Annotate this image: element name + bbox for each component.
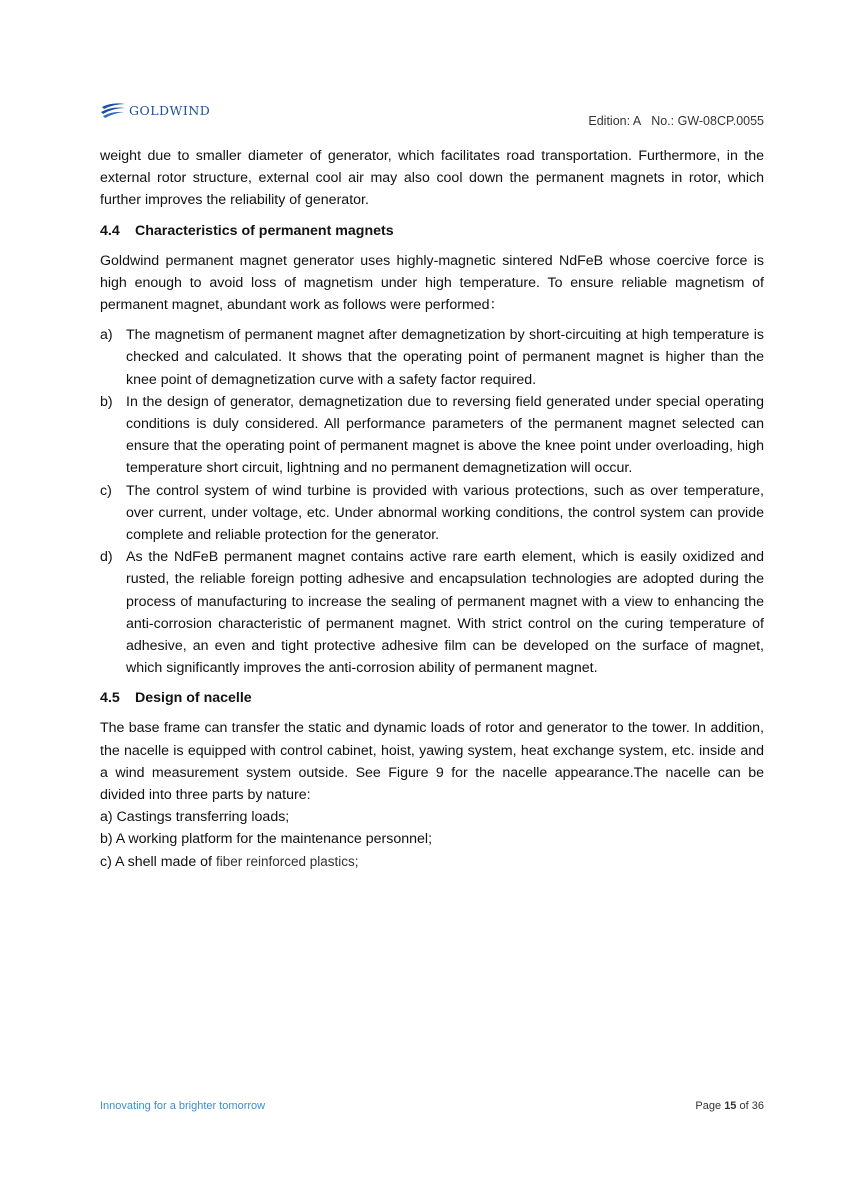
section-number: 4.4 xyxy=(100,222,120,239)
nacelle-part-c-prefix: c) A shell made of xyxy=(100,853,216,870)
list-item-label: a) xyxy=(100,327,113,344)
footer-slogan: Innovating for a brighter tomorrow xyxy=(100,1100,266,1112)
document-number: No.: GW-08CP.0055 xyxy=(651,114,764,128)
list-item-label: d) xyxy=(100,549,113,566)
list-item xyxy=(100,391,764,480)
logo-text: GOLDWIND xyxy=(129,102,211,118)
page-footer xyxy=(100,1100,764,1116)
page-of: of xyxy=(739,1100,749,1112)
document-body xyxy=(100,145,764,873)
list-item-label: c) xyxy=(100,482,112,499)
section-4-4-paragraph: Goldwind permanent magnet generator uses highly-magnetic sintered NdFeB whose coercive force is high enough to avoid loss of magnetism under high temperature. To ensure reliable magnetism of permanent magnet, abundant work as follows were performed： xyxy=(100,252,764,314)
list-item-label: b) xyxy=(100,393,113,410)
page-header xyxy=(100,100,764,130)
document-edition xyxy=(588,114,764,128)
list-item-text: The magnetism of permanent magnet after demagnetization by short-circuiting at high temperature is checked and calculated. It shows that the operating point of permanent magnet is higher than the knee point of demagnetization curve with a safety factor required. xyxy=(126,327,764,388)
list-item xyxy=(100,324,764,391)
nacelle-part-c-material: fiber reinforced plastics; xyxy=(215,853,359,869)
page-word: Page xyxy=(695,1100,722,1112)
section-number: 4.5 xyxy=(100,690,120,707)
section-heading-4-5 xyxy=(100,687,764,709)
nacelle-part-c xyxy=(100,851,764,873)
nacelle-part-a: a) Castings transferring loads; xyxy=(100,809,290,826)
intro-paragraph: weight due to smaller diameter of generator, which facilitates road transportation. Furthermore, in the external rotor structure, external cool air may also cool down the permanent magnets in rotor, which further improves the reliability of generator. xyxy=(100,148,764,209)
magnet-measures-list xyxy=(100,324,764,679)
nacelle-part-b: b) A working platform for the maintenance personnel; xyxy=(100,831,433,848)
list-item-text: In the design of generator, demagnetization due to reversing field generated under special operating conditions is duly considered. All performance parameters of the permanent magnet selected can ensure that the operating point of permanent magnet is above the knee point under overloading, high temperature short circuit, lightning and no permanent demagnetization will occur. xyxy=(126,393,764,477)
goldwind-logo xyxy=(100,102,210,118)
section-title: Characteristics of permanent magnets xyxy=(135,222,394,239)
page-total: 36 xyxy=(751,1100,764,1112)
section-heading-4-4 xyxy=(100,220,764,242)
page-number xyxy=(695,1100,764,1112)
list-item-text: As the NdFeB permanent magnet contains active rare earth element, which is easily oxidized and rusted, the reliable foreign potting adhesive and encapsulation technologies are adopted during the process of manufacturing to increase the sealing of permanent magnet with a view to enhancing the anti-corrosion characteristic of permanent magnet. With strict control on the curing temperature of adhesive, an even and tight protective adhesive film can be developed on the surface of magnet, which significantly improves the anti-corrosion ability of permanent magnet. xyxy=(126,549,764,677)
section-title: Design of nacelle xyxy=(135,690,252,707)
list-item xyxy=(100,480,764,547)
section-4-5-paragraph: The base frame can transfer the static and dynamic loads of rotor and generator to the tower. In addition, the nacelle is equipped with control cabinet, hoist, yawing system, heat exchange system, etc. inside and a wind measurement system outside. See Figure 9 for the nacelle appearance.The nacelle can be divided into three parts by nature: xyxy=(100,720,764,804)
page-current: 15 xyxy=(724,1100,737,1112)
list-item xyxy=(100,546,764,679)
goldwind-logo-icon xyxy=(100,102,126,118)
list-item-text: The control system of wind turbine is provided with various protections, such as over temperature, over current, under voltage, etc. Under abnormal working conditions, the control system can provide complete and reliable protection for the generator. xyxy=(126,482,764,544)
edition-label: Edition: A xyxy=(588,114,642,128)
